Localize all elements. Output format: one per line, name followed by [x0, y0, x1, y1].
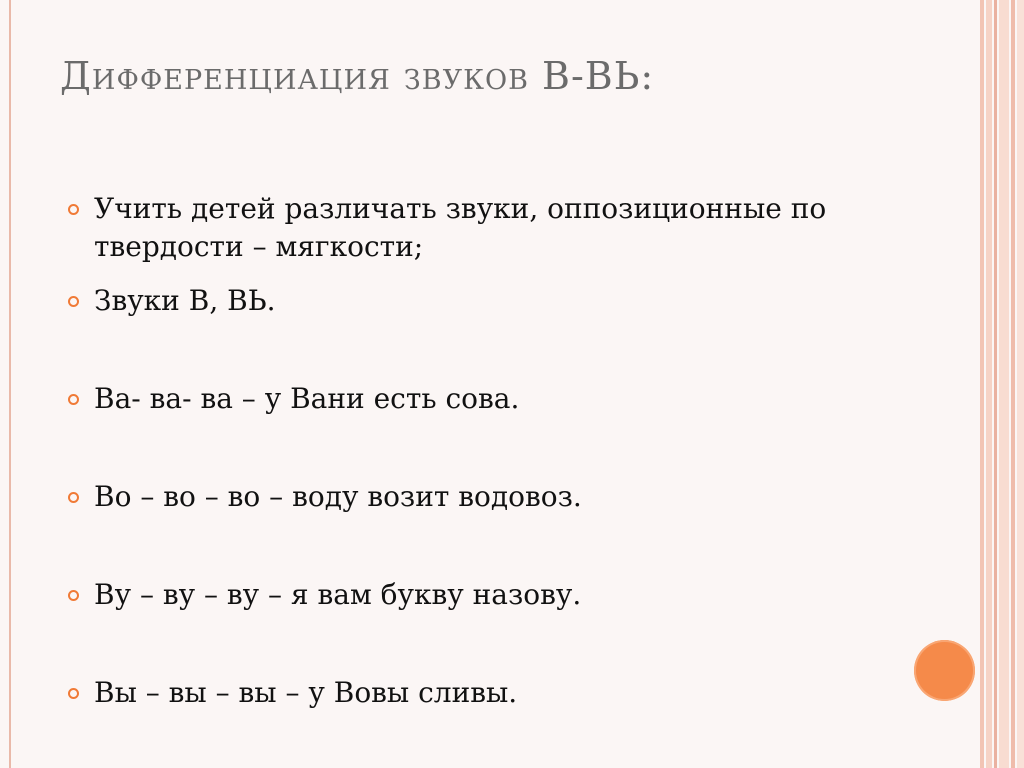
- bullet-circle-icon: [68, 590, 79, 601]
- right-decor-stripe: [980, 0, 984, 768]
- bullet-circle-icon: [68, 492, 79, 503]
- bullet-circle-icon: [68, 296, 79, 307]
- right-decor-stripe: [1011, 0, 1015, 768]
- list-item: [68, 380, 948, 418]
- decorative-orange-circle: [914, 640, 975, 701]
- bullet-circle-icon: [68, 394, 79, 405]
- right-decor-stripe: [986, 0, 992, 768]
- right-decor-stripe: [994, 0, 997, 768]
- list-item: [68, 478, 948, 516]
- slide-title: Дифференциация звуков В-ВЬ:: [60, 54, 655, 98]
- bullet-list: [68, 190, 948, 712]
- bullet-text: Во – во – во – воду возит водовоз.: [94, 480, 582, 513]
- left-border-line: [9, 0, 11, 768]
- bullet-circle-icon: [68, 204, 79, 215]
- right-decor-stripe: [1017, 0, 1024, 768]
- right-decor-stripe: [999, 0, 1009, 768]
- bullet-text: Ву – ву – ву – я вам букву назову.: [94, 578, 582, 611]
- list-item: [68, 190, 948, 266]
- bullet-text: Звуки В, ВЬ.: [94, 284, 276, 317]
- list-item: [68, 674, 948, 712]
- list-item: [68, 282, 948, 320]
- list-item: [68, 576, 948, 614]
- bullet-text: Вы – вы – вы – у Вовы сливы.: [94, 676, 518, 709]
- bullet-circle-icon: [68, 688, 79, 699]
- bullet-text: Ва- ва- ва – у Вани есть сова.: [94, 382, 520, 415]
- bullet-text: Учить детей различать звуки, оппозиционные по твердости – мягкости;: [94, 192, 827, 263]
